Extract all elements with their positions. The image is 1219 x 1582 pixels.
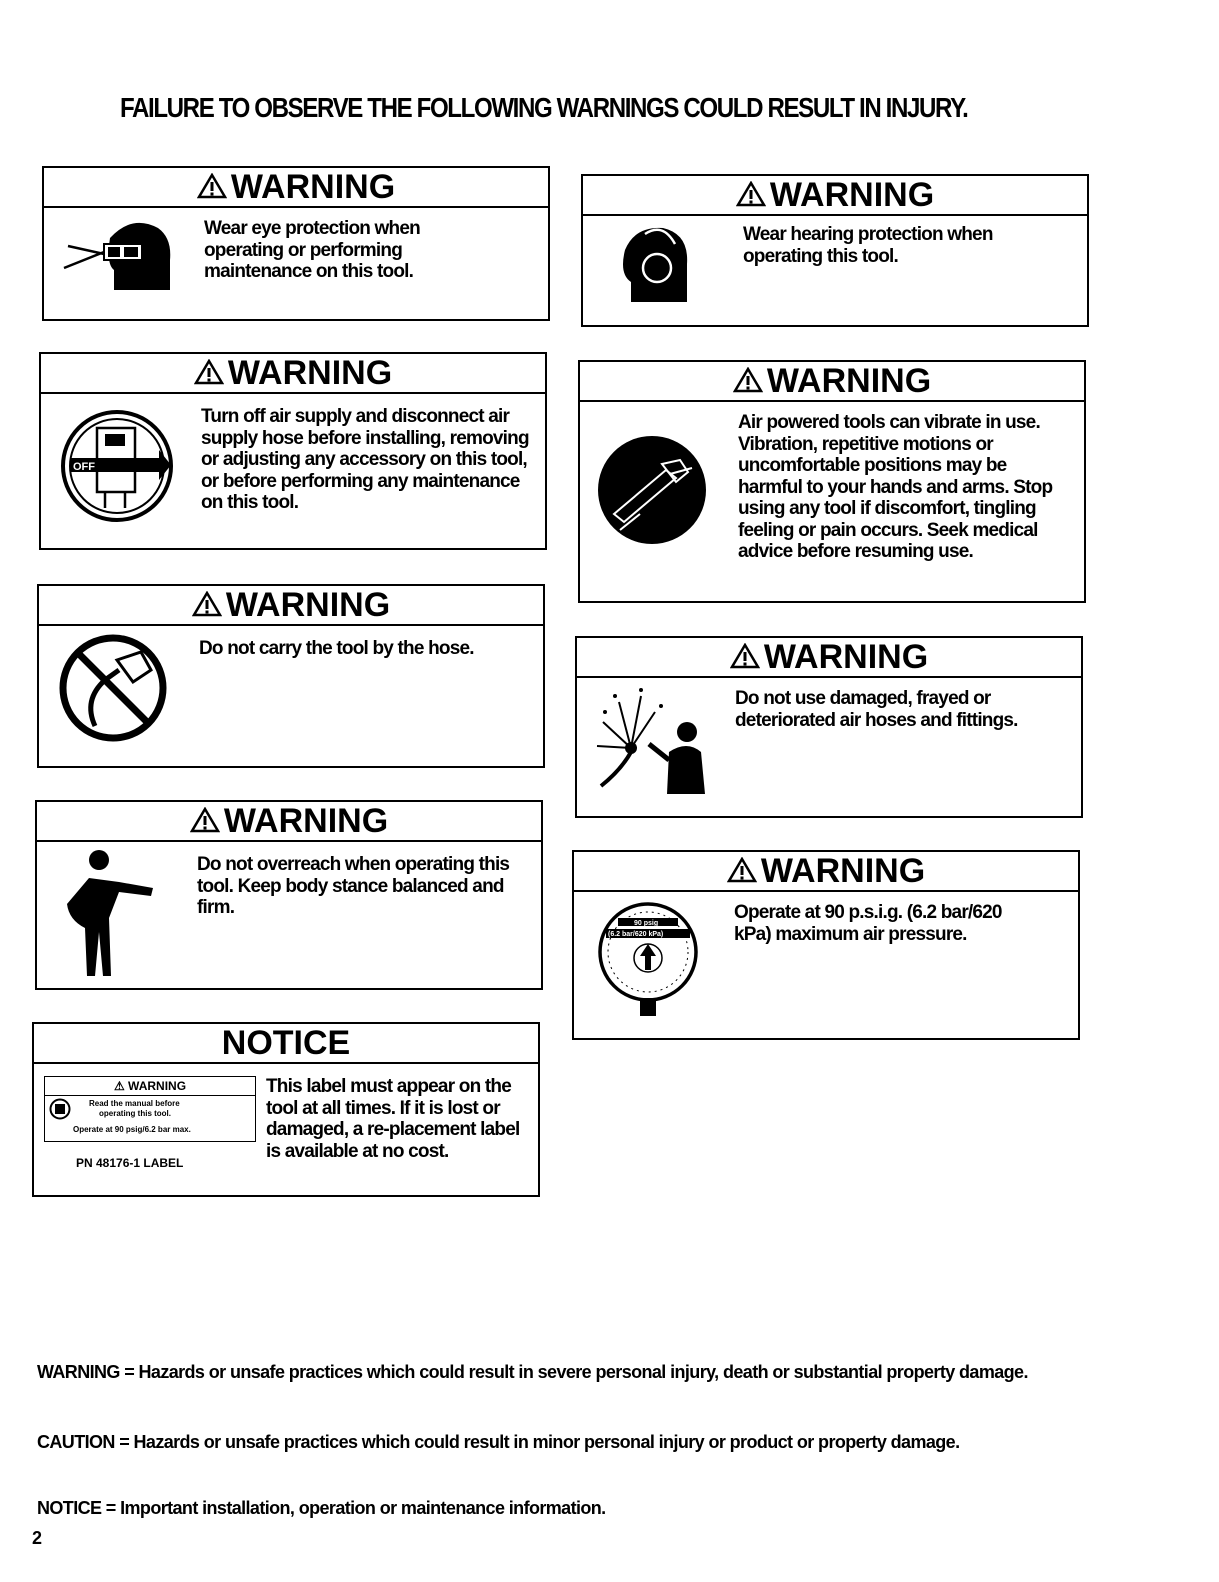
mini-line-1: Read the manual before bbox=[89, 1099, 180, 1108]
warning-hose-carry bbox=[37, 584, 545, 768]
warning-text: Air powered tools can vibrate in use. Vibration, repetitive motions or uncomfortable positions may be harmful to your hands and arms. Stop using any tool if discomfort, tingling feeling or pain occurs. Seek medical advice before resuming use. bbox=[738, 412, 1053, 562]
off-label: OFF bbox=[73, 461, 95, 473]
warning-max-pressure bbox=[572, 850, 1080, 1040]
burst-hose-icon bbox=[591, 682, 711, 796]
definition-warning: WARNING = Hazards or unsafe practices which could result in severe personal injury, death or substantial property damage. bbox=[37, 1362, 1028, 1382]
warning-header bbox=[583, 176, 1087, 216]
warning-title: WARNING bbox=[223, 802, 389, 840]
overreach-figure-icon bbox=[59, 848, 159, 978]
warning-text: Turn off air supply and disconnect air supply hose before installing, removing or adjusting any accessory on this tool, or before performing any maintenance on this tool. bbox=[201, 406, 529, 513]
warning-header bbox=[580, 362, 1084, 402]
warning-header bbox=[574, 852, 1078, 892]
part-number: PN 48176-1 LABEL bbox=[76, 1156, 184, 1170]
warning-title: WARNING bbox=[769, 176, 935, 214]
mini-line-3: Operate at 90 psig/6.2 bar max. bbox=[73, 1125, 191, 1134]
warning-header bbox=[44, 168, 548, 208]
gauge-psig: 90 psig bbox=[634, 920, 659, 927]
notice-text: This label must appear on the tool at all times. If it is lost or damaged, a re-placement label is available at no cost. bbox=[266, 1076, 520, 1162]
notice-header: NOTICE bbox=[34, 1024, 538, 1064]
pressure-gauge-icon bbox=[596, 900, 700, 1018]
warning-triangle-icon bbox=[733, 367, 763, 393]
warning-triangle-icon bbox=[736, 181, 766, 207]
warning-title: WARNING bbox=[225, 586, 391, 624]
warning-eye-protection bbox=[42, 166, 550, 321]
page-number: 2 bbox=[32, 1528, 43, 1548]
warning-damaged-hoses bbox=[575, 636, 1083, 818]
warning-text: Do not use damaged, frayed or deteriorated air hoses and fittings. bbox=[735, 688, 1018, 731]
warning-text: Operate at 90 p.s.i.g. (6.2 bar/620 kPa) maximum air pressure. bbox=[734, 902, 1002, 945]
warning-triangle-icon bbox=[727, 857, 757, 883]
definition-notice: NOTICE = Important installation, operation or maintenance information. bbox=[37, 1498, 606, 1518]
air-supply-off-icon bbox=[59, 408, 175, 524]
no-carry-by-hose-icon bbox=[55, 630, 171, 746]
eye-protection-icon bbox=[62, 216, 174, 294]
warning-header bbox=[39, 586, 543, 626]
replacement-label-image bbox=[44, 1076, 256, 1142]
gauge-bar: (6.2 bar/620 kPa) bbox=[608, 931, 664, 938]
warning-vibration bbox=[578, 360, 1086, 603]
mini-warning-header: ⚠ WARNING bbox=[45, 1077, 255, 1096]
warning-triangle-icon bbox=[730, 643, 760, 669]
warning-text: Wear eye protection when operating or performing maintenance on this tool. bbox=[204, 218, 420, 282]
warning-header bbox=[577, 638, 1081, 678]
warning-title: WARNING bbox=[766, 362, 932, 400]
mini-line-2: operating this tool. bbox=[99, 1109, 171, 1118]
hearing-protection-icon bbox=[613, 224, 691, 306]
warning-text: Do not overreach when operating this tool. Keep body stance balanced and firm. bbox=[197, 854, 510, 918]
warning-air-supply bbox=[39, 352, 547, 550]
warning-title: WARNING bbox=[763, 638, 929, 676]
warning-hearing-protection bbox=[581, 174, 1089, 327]
definition-caution: CAUTION = Hazards or unsafe practices which could result in minor personal injury or product or property damage. bbox=[37, 1432, 960, 1452]
manual-icon bbox=[49, 1098, 71, 1120]
warning-text: Wear hearing protection when operating this tool. bbox=[743, 224, 993, 267]
warning-header bbox=[41, 354, 545, 394]
warning-triangle-icon bbox=[197, 173, 227, 199]
notice-label-box bbox=[32, 1022, 540, 1197]
warning-title: WARNING bbox=[230, 168, 396, 206]
mini-warning-title: WARNING bbox=[128, 1079, 187, 1093]
warning-triangle-icon bbox=[194, 359, 224, 385]
warning-triangle-icon bbox=[190, 807, 220, 833]
warning-overreach bbox=[35, 800, 543, 990]
vibration-hands-icon bbox=[596, 434, 708, 546]
warning-triangle-icon bbox=[192, 591, 222, 617]
warning-title: WARNING bbox=[227, 354, 393, 392]
page-headline: FAILURE TO OBSERVE THE FOLLOWING WARNINGS COULD RESULT IN INJURY. bbox=[120, 92, 968, 123]
warning-text: Do not carry the tool by the hose. bbox=[199, 638, 474, 659]
warning-header bbox=[37, 802, 541, 842]
warning-title: WARNING bbox=[760, 852, 926, 890]
